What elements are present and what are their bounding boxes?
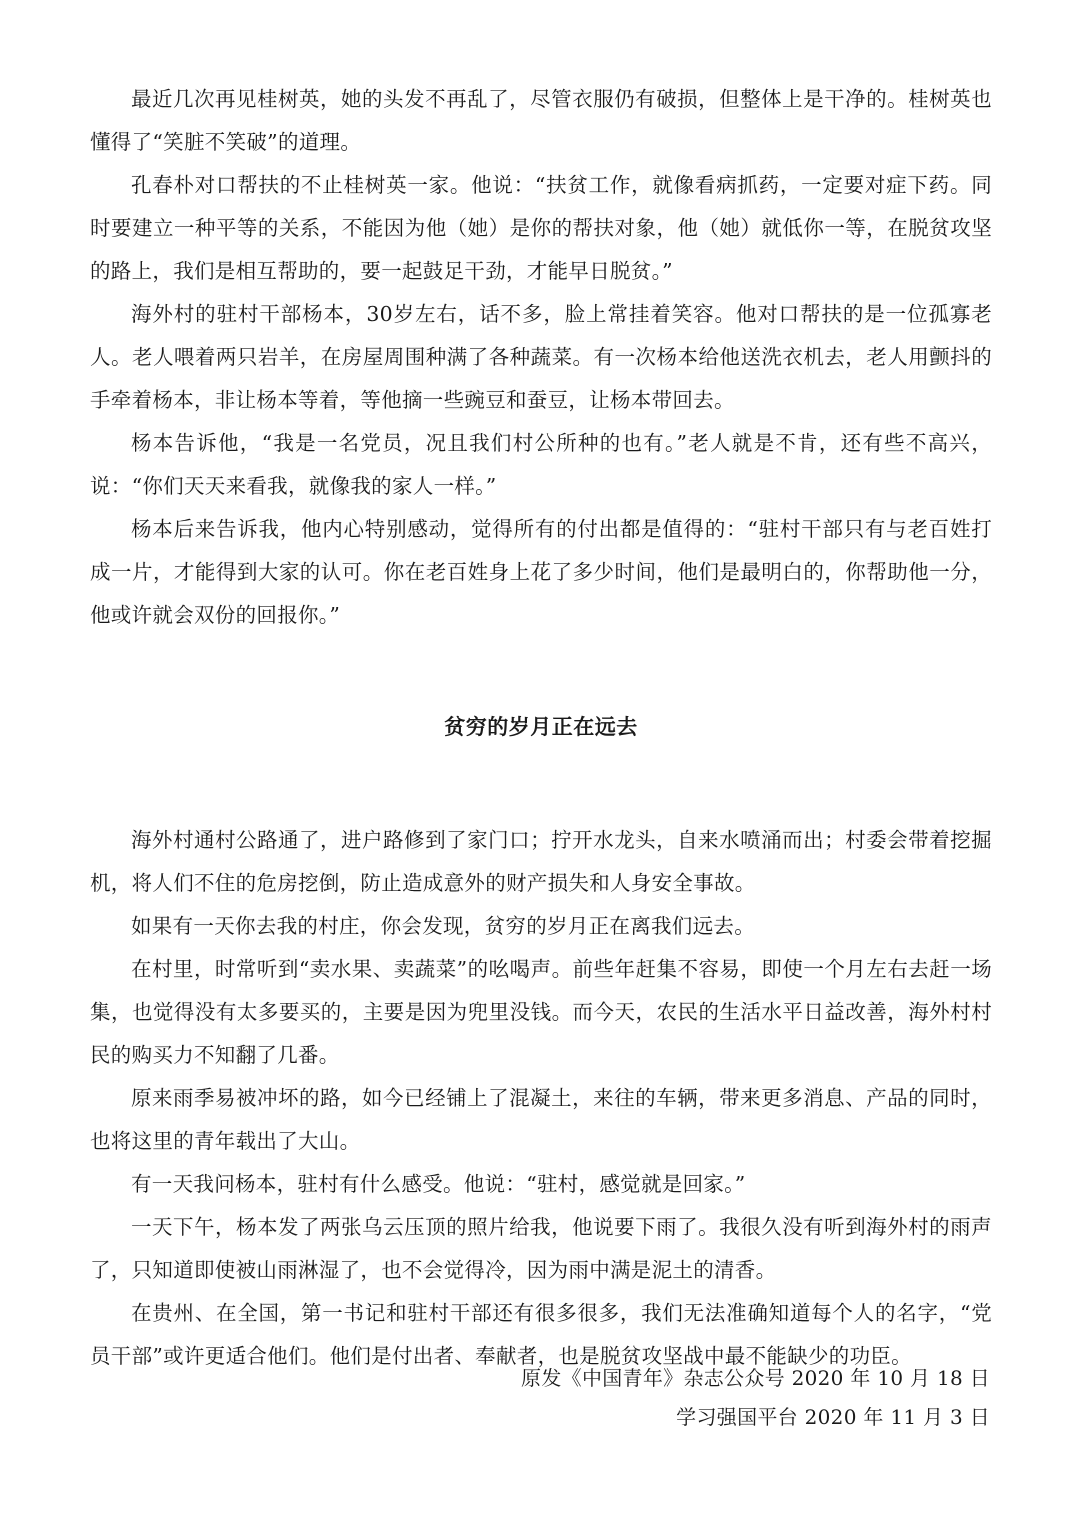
paragraph: 在村里，时常听到“卖水果、卖蔬菜”的吆喝声。前些年赶集不容易，即使一个月左右去赶一场集，也觉得没有太多要买的，主要是因为兜里没钱。而今天，农民的生活水平日益改善，海外村村民的购买力不知翻了几番。 bbox=[90, 957, 992, 1067]
paragraph: 最近几次再见桂树英，她的头发不再乱了，尽管衣服仍有破损，但整体上是干净的。桂树英也懂得了“笑脏不笑破”的道理。 bbox=[90, 87, 992, 154]
paragraph: 如果有一天你去我的村庄，你会发现，贫穷的岁月正在离我们远去。 bbox=[131, 914, 755, 938]
paragraph: 杨本后来告诉我，他内心特别感动，觉得所有的付出都是值得的：“驻村干部只有与老百姓打成一片，才能得到大家的认可。你在老百姓身上花了多少时间，他们是最明白的，你帮助他一分，他或许就会双份的回报你。” bbox=[90, 517, 992, 627]
article-body bbox=[90, 78, 992, 1378]
section-title: 贫穷的岁月正在远去 bbox=[444, 714, 638, 739]
source-republication: 学习强国平台 2020 年 11 月 3 日 bbox=[676, 1405, 990, 1429]
paragraph: 杨本告诉他，“我是一名党员，况且我们村公所种的也有。”老人就是不肯，还有些不高兴，说：“你们天天来看我，就像我的家人一样。” bbox=[90, 431, 992, 498]
paragraph: 海外村通村公路通了，进户路修到了家门口；拧开水龙头，自来水喷涌而出；村委会带着挖掘机，将人们不住的危房挖倒，防止造成意外的财产损失和人身安全事故。 bbox=[90, 828, 992, 895]
paragraph: 原来雨季易被冲坏的路，如今已经铺上了混凝土，来往的车辆，带来更多消息、产品的同时，也将这里的青年载出了大山。 bbox=[90, 1086, 992, 1153]
paragraph: 在贵州、在全国，第一书记和驻村干部还有很多很多，我们无法准确知道每个人的名字，“党员干部”或许更适合他们。他们是付出者、奉献者，也是脱贫攻坚战中最不能缺少的功臣。 bbox=[90, 1301, 992, 1368]
source-original-publication: 原发《中国青年》杂志公众号 2020 年 10 月 18 日 bbox=[521, 1366, 990, 1390]
section-heading-container bbox=[90, 633, 992, 819]
paragraph: 一天下午，杨本发了两张乌云压顶的照片给我，他说要下雨了。我很久没有听到海外村的雨声了，只知道即使被山雨淋湿了，也不会觉得冷，因为雨中满是泥土的清香。 bbox=[90, 1215, 992, 1282]
paragraph: 有一天我问杨本，驻村有什么感受。他说：“驻村，感觉就是回家。” bbox=[131, 1172, 746, 1196]
paragraph: 海外村的驻村干部杨本，30岁左右，话不多，脸上常挂着笑容。他对口帮扶的是一位孤寡老人。老人喂着两只岩羊，在房屋周围种满了各种蔬菜。有一次杨本给他送洗衣机去，老人用颤抖的手牵着杨本，非让杨本等着，等他摘一些豌豆和蚕豆，让杨本带回去。 bbox=[90, 302, 992, 412]
paragraph: 孔春朴对口帮扶的不止桂树英一家。他说：“扶贫工作，就像看病抓药，一定要对症下药。同时要建立一种平等的关系，不能因为他（她）是你的帮扶对象，他（她）就低你一等，在脱贫攻坚的路上，我们是相互帮助的，要一起鼓足干劲，才能早日脱贫。” bbox=[90, 173, 992, 283]
